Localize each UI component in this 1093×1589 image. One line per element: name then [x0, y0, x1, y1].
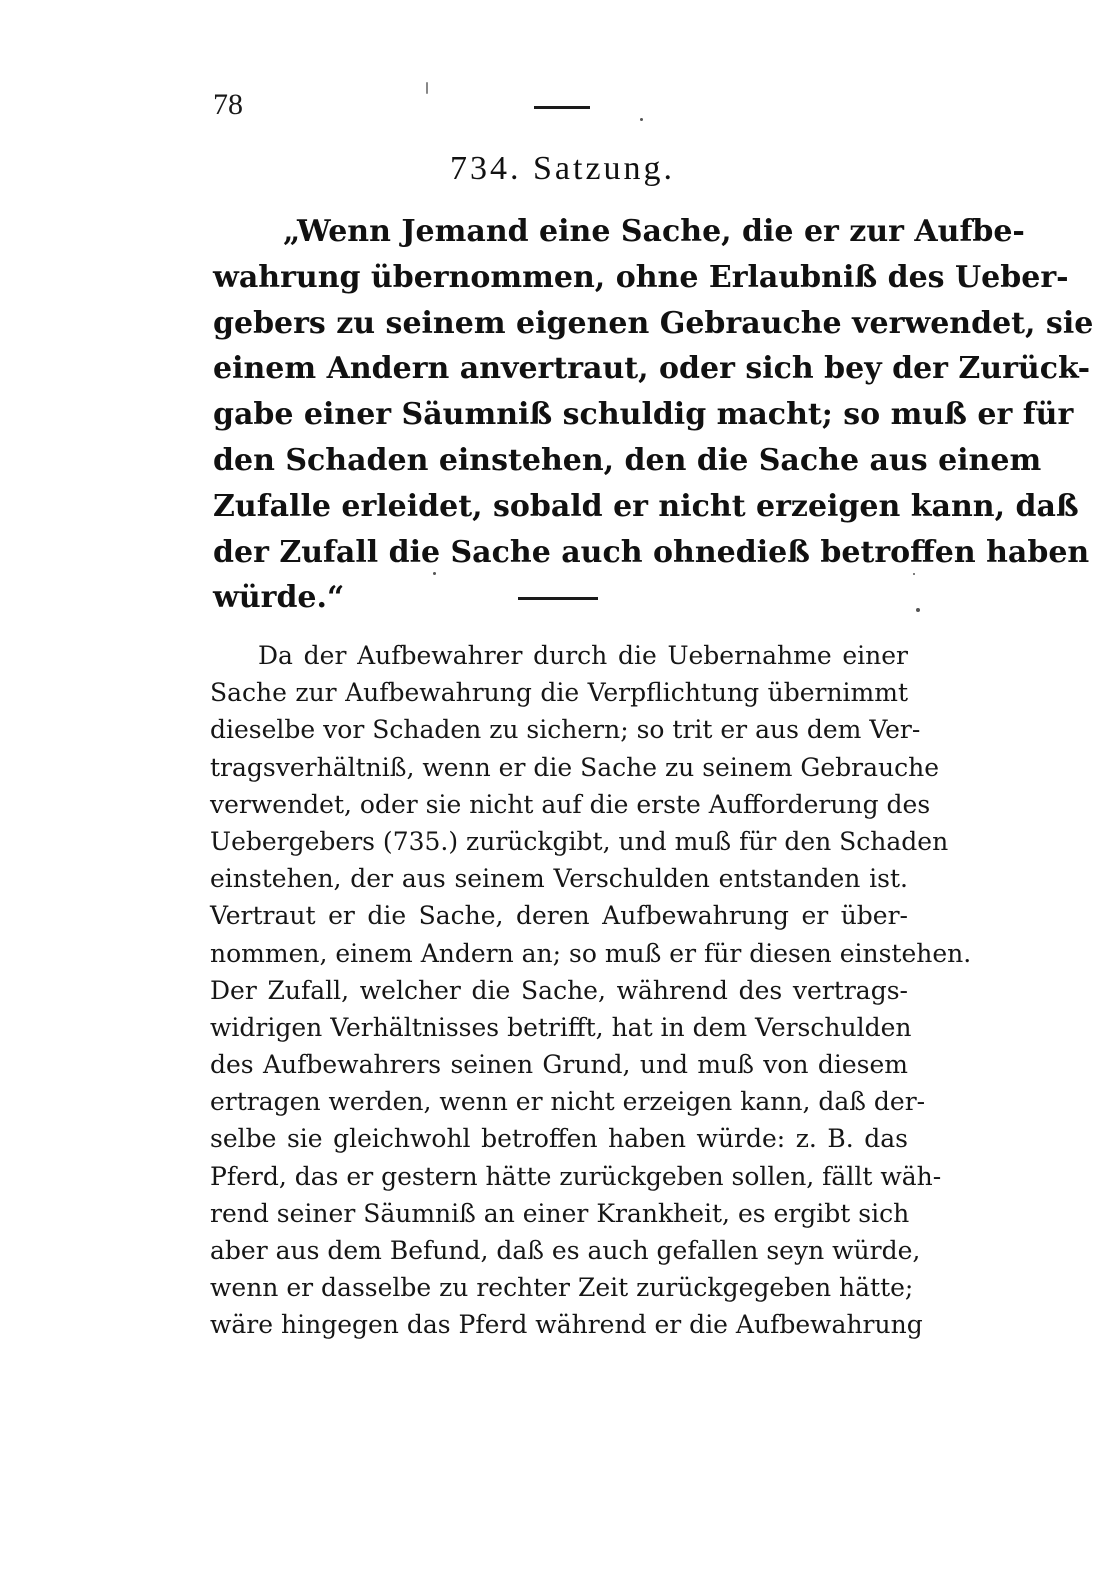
commentary-line: Der Zufall, welcher die Sache, während des vertrags-: [210, 975, 908, 1005]
statute-line: „Wenn Jemand eine Sache, die er zur Aufbe-: [283, 214, 1025, 249]
page-number: 78: [213, 88, 243, 121]
statute-line: einem Andern anvertraut, oder sich bey der Zurück-: [213, 351, 1091, 387]
section-divider: [518, 597, 598, 600]
commentary-line: Vertraut er die Sache, deren Aufbewahrung er über-: [210, 901, 908, 931]
commentary-line: Pferd, das er gestern hätte zurückgeben sollen, fällt wäh-: [210, 1161, 942, 1191]
commentary-line: aber aus dem Befund, daß es auch gefallen seyn würde,: [210, 1236, 921, 1265]
statute-line: wahrung übernommen, ohne Erlaubniß des Ueber-: [213, 259, 1069, 295]
commentary-line: wenn er dasselbe zu rechter Zeit zurückgegeben hätte;: [210, 1273, 914, 1303]
commentary-line: ertragen werden, wenn er nicht erzeigen kann, daß der-: [210, 1087, 926, 1117]
statute-line: gebers zu seinem eigenen Gebrauche verwendet, sie: [213, 305, 1093, 341]
commentary-line: rend seiner Säumniß an einer Krankheit, es ergibt sich: [210, 1198, 910, 1228]
commentary-line: widrigen Verhältnisses betrifft, hat in dem Verschulden: [210, 1012, 912, 1042]
print-speck: [426, 82, 428, 94]
commentary-line: dieselbe vor Schaden zu sichern; so trit er aus dem Ver-: [210, 715, 921, 745]
commentary-line: Sache zur Aufbewahrung die Verpflichtung übernimmt: [210, 678, 908, 708]
commentary-line: des Aufbewahrers seinen Grund, und muß von diesem: [210, 1050, 908, 1080]
commentary-line: Da der Aufbewahrer durch die Uebernahme einer: [258, 641, 908, 670]
statute-line: gabe einer Säumniß schuldig macht; so muß er für: [213, 397, 1074, 433]
section-heading: 734. Satzung.: [450, 150, 676, 187]
commentary-line: einstehen, der aus seinem Verschulden entstanden ist.: [210, 864, 908, 894]
commentary-line: selbe sie gleichwohl betroffen haben würde: z. B. das: [210, 1124, 908, 1154]
commentary-line: tragsverhältniß, wenn er die Sache zu seinem Gebrauche: [210, 752, 940, 782]
statute-line: den Schaden einstehen, den die Sache aus einem: [213, 442, 1042, 478]
commentary-line: wäre hingegen das Pferd während er die Aufbewahrung: [210, 1310, 923, 1340]
print-speck: [640, 118, 643, 121]
commentary-line: nommen, einem Andern an; so muß er für diesen einstehen.: [210, 938, 972, 968]
statute-text: [213, 209, 1093, 621]
statute-line: Zufalle erleidet, sobald er nicht erzeigen kann, daß: [213, 488, 1079, 524]
header-rule: [534, 106, 590, 109]
print-speck: [916, 608, 920, 612]
statute-line: der Zufall die Sache auch ohnedieß betroffen haben: [213, 534, 1090, 570]
statute-line: würde.“: [213, 580, 345, 616]
commentary-line: Uebergebers (735.) zurückgibt, und muß für den Schaden: [210, 826, 949, 856]
commentary-text: [210, 637, 972, 1344]
commentary-line: verwendet, oder sie nicht auf die erste Aufforderung des: [210, 789, 931, 819]
print-speck: [433, 572, 436, 575]
print-speck: [913, 573, 915, 575]
